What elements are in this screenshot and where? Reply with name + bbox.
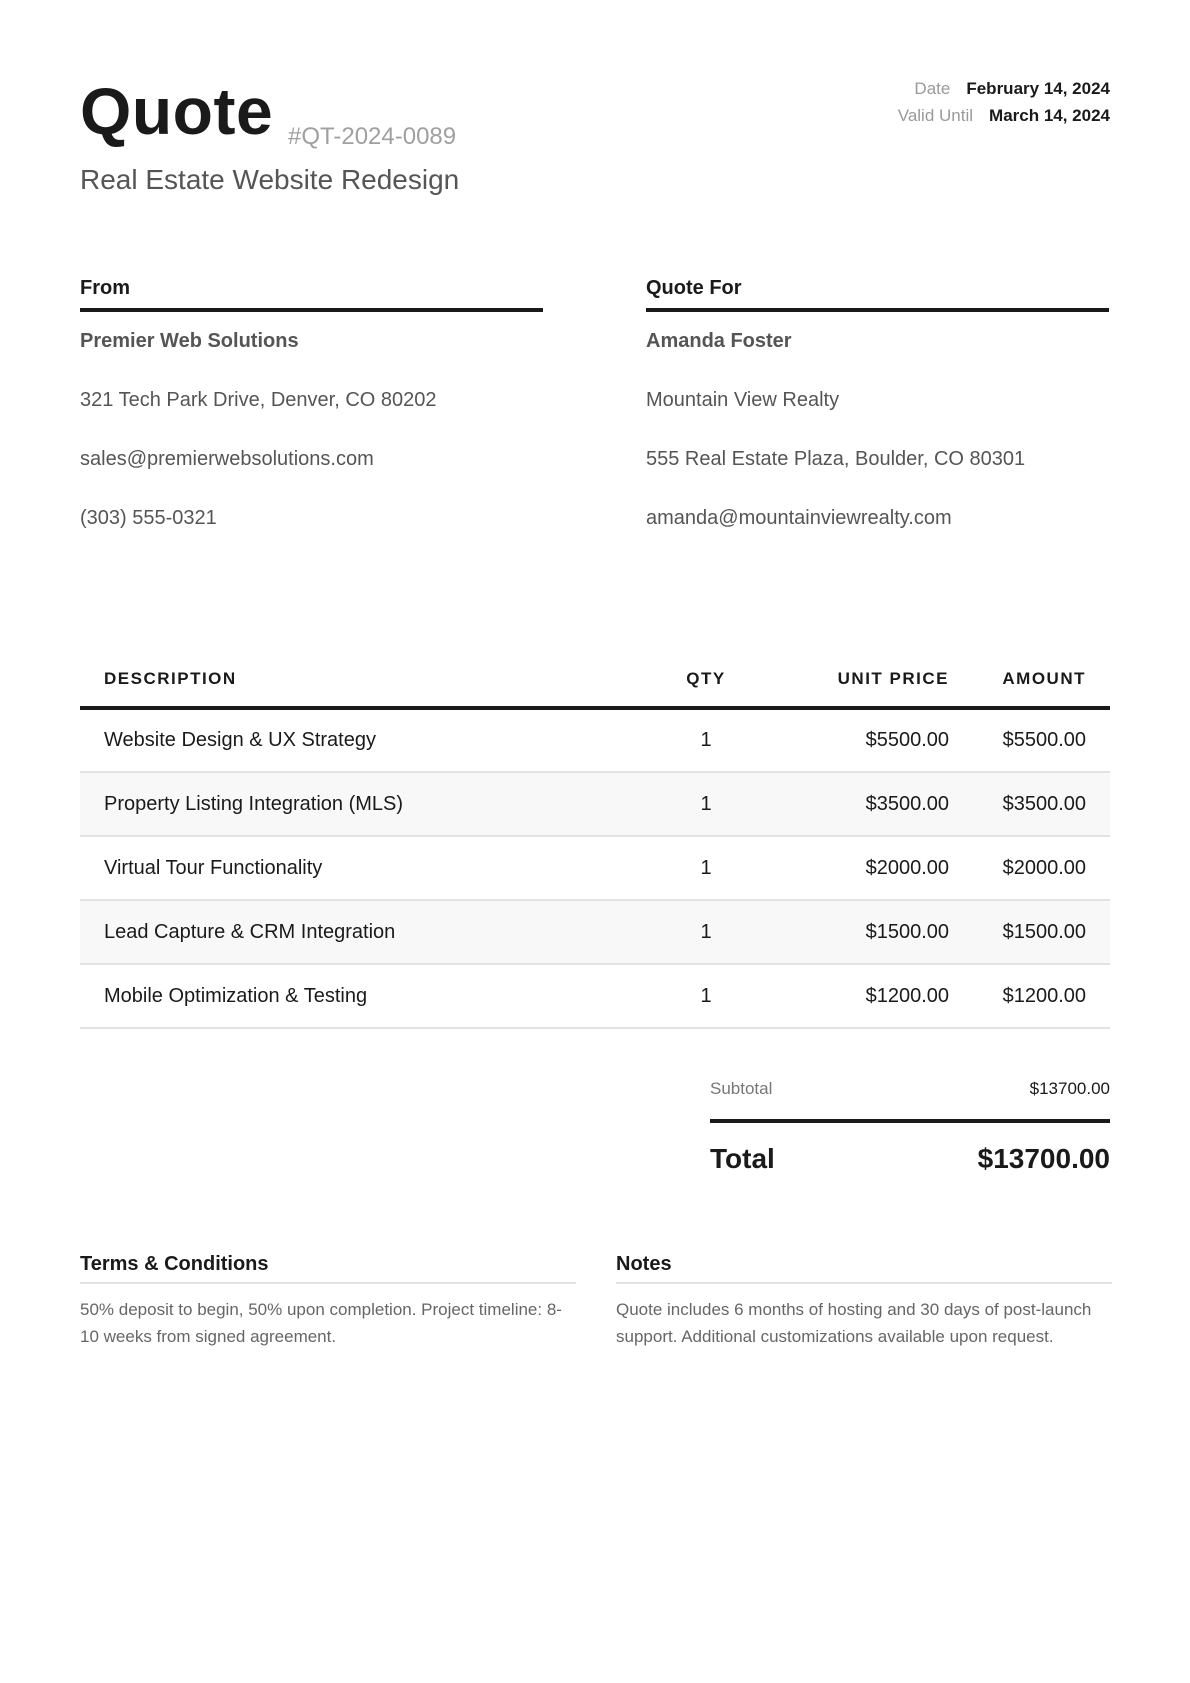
from-address: 321 Tech Park Drive, Denver, CO 80202 bbox=[80, 389, 437, 411]
notes-section bbox=[616, 1254, 1112, 1350]
item-description: Virtual Tour Functionality bbox=[80, 836, 658, 900]
item-amount: $1200.00 bbox=[949, 964, 1110, 1028]
from-phone: (303) 555-0321 bbox=[80, 507, 217, 529]
table-row bbox=[80, 772, 1110, 836]
page-title: Quote bbox=[80, 74, 274, 148]
table-row bbox=[80, 708, 1110, 772]
totals-section bbox=[710, 1080, 1110, 1173]
client-address: 555 Real Estate Plaza, Boulder, CO 80301 bbox=[646, 448, 1026, 470]
total-value: $13700.00 bbox=[977, 1143, 1110, 1174]
valid-until-value: March 14, 2024 bbox=[989, 106, 1110, 125]
from-section bbox=[80, 278, 543, 528]
total-label: Total bbox=[710, 1143, 775, 1174]
item-amount: $3500.00 bbox=[949, 772, 1110, 836]
valid-until-label: Valid Until bbox=[897, 106, 974, 125]
item-description: Property Listing Integration (MLS) bbox=[80, 772, 658, 836]
terms-text: 50% deposit to begin, 50% upon completion. Project timeline: 8-10 weeks from signed agreement. bbox=[80, 1300, 562, 1346]
item-unit-price: $1500.00 bbox=[754, 900, 949, 964]
total-row bbox=[710, 1145, 1110, 1173]
notes-text: Quote includes 6 months of hosting and 30 days of post-launch support. Additional customizations available upon request. bbox=[616, 1300, 1092, 1346]
from-heading: From bbox=[80, 278, 543, 312]
client-company: Mountain View Realty bbox=[646, 389, 840, 411]
date-label: Date bbox=[914, 79, 951, 98]
quote-meta bbox=[898, 80, 1110, 134]
item-qty: 1 bbox=[658, 772, 754, 836]
quote-for-heading: Quote For bbox=[646, 278, 1109, 312]
item-description: Lead Capture & CRM Integration bbox=[80, 900, 658, 964]
table-row bbox=[80, 964, 1110, 1028]
valid-until-row bbox=[898, 107, 1110, 124]
from-company-name: Premier Web Solutions bbox=[80, 330, 299, 352]
quote-number: #QT-2024-0089 bbox=[288, 123, 457, 150]
from-email: sales@premierwebsolutions.com bbox=[80, 448, 374, 470]
item-unit-price: $2000.00 bbox=[754, 836, 949, 900]
client-email: amanda@mountainviewrealty.com bbox=[646, 507, 952, 529]
unit-price-header: UNIT PRICE bbox=[754, 650, 949, 708]
description-header: DESCRIPTION bbox=[80, 650, 658, 708]
item-unit-price: $5500.00 bbox=[754, 708, 949, 772]
subtotal-row bbox=[710, 1080, 1110, 1123]
date-value: February 14, 2024 bbox=[966, 79, 1110, 98]
table-row bbox=[80, 836, 1110, 900]
item-qty: 1 bbox=[658, 836, 754, 900]
item-description: Mobile Optimization & Testing bbox=[80, 964, 658, 1028]
subtotal-label: Subtotal bbox=[710, 1079, 773, 1098]
item-amount: $5500.00 bbox=[949, 708, 1110, 772]
item-amount: $1500.00 bbox=[949, 900, 1110, 964]
line-items-table bbox=[80, 650, 1110, 1029]
terms-heading: Terms & Conditions bbox=[80, 1254, 576, 1284]
project-title: Real Estate Website Redesign bbox=[80, 164, 460, 195]
table-header-row bbox=[80, 650, 1110, 708]
item-amount: $2000.00 bbox=[949, 836, 1110, 900]
item-qty: 1 bbox=[658, 708, 754, 772]
item-unit-price: $3500.00 bbox=[754, 772, 949, 836]
amount-header: AMOUNT bbox=[949, 650, 1110, 708]
item-qty: 1 bbox=[658, 964, 754, 1028]
notes-heading: Notes bbox=[616, 1254, 1112, 1284]
subtotal-value: $13700.00 bbox=[1029, 1079, 1110, 1098]
quote-document bbox=[80, 0, 1110, 1683]
client-name: Amanda Foster bbox=[646, 330, 792, 352]
quote-for-section bbox=[646, 278, 1109, 528]
terms-section bbox=[80, 1254, 576, 1350]
qty-header: QTY bbox=[658, 650, 754, 708]
item-unit-price: $1200.00 bbox=[754, 964, 949, 1028]
table-row bbox=[80, 900, 1110, 964]
item-qty: 1 bbox=[658, 900, 754, 964]
item-description: Website Design & UX Strategy bbox=[80, 708, 658, 772]
date-row bbox=[898, 80, 1110, 97]
